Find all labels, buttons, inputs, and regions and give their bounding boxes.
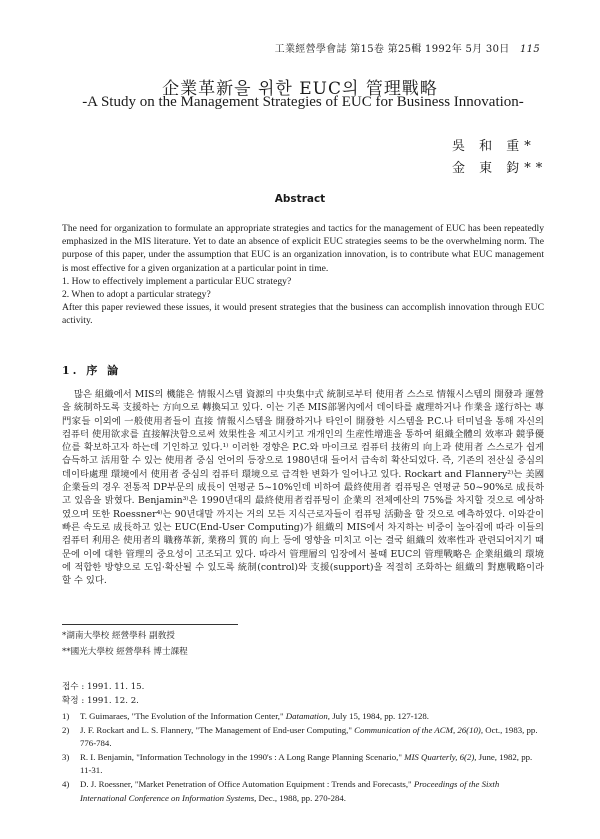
submission-dates [62,680,144,708]
abstract-question-1: 1. How to effectively implement a particular EUC strategy? [62,275,292,287]
author-1: 吳 和 重* [452,139,536,154]
reference-item [62,724,542,750]
reference-item [62,778,542,804]
reference-number: 1) [62,711,70,721]
received-date: 접수 : 1991. 11. 15. [62,682,145,692]
abstract-paragraph-2: After this paper reviewed these issues, it would present strategies that the business can accomplish innovation through EUC activity. [62,302,544,327]
affiliation-1: *湖南大學校 經營學科 副敎授 [62,631,175,641]
footnote-rule [62,624,238,625]
abstract-question-2: 2. When to adopt a particular strategy? [62,289,211,301]
reference-text: R. I. Benjamin, "Information Technology in the 1990's : A Long Range Planning Scenario," [80,752,405,763]
reference-details: Dec., 1988, pp. 270-284. [256,792,346,803]
reference-details: Oct., 1983, pp. 776-784. [80,725,538,749]
abstract-heading: Abstract [274,193,326,205]
reference-item [62,751,542,777]
section-body [62,388,544,587]
reference-number: 2) [62,725,70,736]
running-header [275,40,540,55]
paper-title-english: -A Study on the Management Strategies of EUC for Business Innovation- [82,94,524,110]
accepted-date: 확정 : 1991. 12. 2. [62,696,139,706]
reference-source: Communication of the ACM, 26(10), [354,725,484,736]
author-2: 金 東 鈞** [452,161,548,176]
intro-paragraph: 많은 組織에서 MIS의 機能은 情報시스템 資源의 中央集中式 統制로부터 使用者 스스로 情報시스템의 開發과 運營을 統制하도록 支援하는 方向으로 轉換되고 있다. 이는 기존 MIS部署內에서 데이타를 處理하거나 作業을 遂行하는 專門家들 이외에 一般使用者들이 直接 情報시스템을 開發하거나 타인이 開發한 시스템을 P.C.나 터미널을 통해 자신의 컴퓨터 使用欲求를 直接解決함으로써 效果性을 제고시키고 개개인의 生産性增進을 통하여 組織全體의 效率과 競爭優位를 확보하고자 하는데 기인하고 있다.¹⁾ 이러한 경향은 P.C.와 마이크로 컴퓨터 技術의 向上과 使用者 스스로가 쉽게 습득하고 活用할 수 있는 使用者 중심 언어의 등장으로 1980년대 들어서 급속히 확산되었다. 즉, 기존의 전산실 중심의 데이타處理 環境에서 使用者 중심의 컴퓨터 環境으로 급격한 변화가 일어나고 있다. Rockart and Flannery²⁾는 美國企業들의 경우 전통적 DP부문의 成長이 연평균 5~10%인데 비하여 最終使用者 컴퓨팅은 연평균 50~90%로 成長하고 있음을 밝혔다. Benjamin³⁾은 1990년대의 最終使用者컴퓨팅이 企業의 전체예산의 75%를 차지할 것으로 예상하였으며 또한 Roessner⁴⁾는 90년대말 까지는 거의 모든 지식근로자들이 컴퓨팅 活動을 할 것으로 예측하였다. 이와같이 빠른 속도로 成長하고 있는 EUC(End-User Computing)가 組織의 MIS에서 차지하는 비중이 높아짐에 따라 이들의 컴퓨터 利用은 使用者의 職務革新, 業務의 質的 向上 등에 영향을 미치고 이는 결국 組織의 效率性과 관련되어지기 때문에 이에 대한 管理의 중요성이 고조되고 있다. 따라서 管理層의 입장에서 볼때 EUC의 管理戰略은 企業組織의 環境에 적합한 방향으로 도입·확산될 수 있도록 統制(control)와 支援(support)을 적절히 조화하는 組織의 對應戰略이라 할 수 있다. [62,389,544,587]
reference-source: Datamation, [285,711,330,721]
reference-number: 4) [62,779,70,790]
reference-details: July 15, 1984, pp. 127-128. [330,711,429,721]
paper-title-korean: 企業革新을 위한 EUC의 管理戰略 [162,79,438,99]
reference-details: June, 1982, pp. 11-31. [80,752,533,776]
abstract-paragraph-1: The need for organization to formulate an appropriate strategies and tactics for the management of EUC has been repeatedly emphasized in the MIS literature. Yet to date an absence of explicit EUC strategies seems to be the overwhelming norm. The purpose of this paper, under the assumption that EUC is an organization innovation, is to contribute what EUC management is most effective for a given organization at a particular point in time. [62,223,544,274]
reference-source: Proceedings of the Sixth International Conference on Information Systems, [80,779,500,803]
reference-list [62,710,542,806]
reference-number: 3) [62,752,70,763]
affiliation-2: **國光大學校 經營學科 博士課程 [62,647,188,657]
reference-source: MIS Quarterly, 6(2), [404,752,477,763]
reference-text: J. F. Rockart and L. S. Flannery, "The Management of End-user Computing," [80,725,355,736]
reference-item [62,710,542,723]
reference-text: T. Guimaraes, "The Evolution of the Information Center," [80,711,286,721]
page-number: 115 [520,44,540,55]
section-heading: 1. 序 論 [62,364,122,377]
abstract-text [62,222,544,328]
journal-info: 工業經營學會誌 第15卷 第25輯 1992年 5月 30日 [274,44,510,55]
affiliations [62,628,188,660]
author-list [452,136,547,180]
reference-text: D. J. Roessner, "Market Penetration of Office Automation Equipment : Trends and Forecasts," [80,779,414,790]
